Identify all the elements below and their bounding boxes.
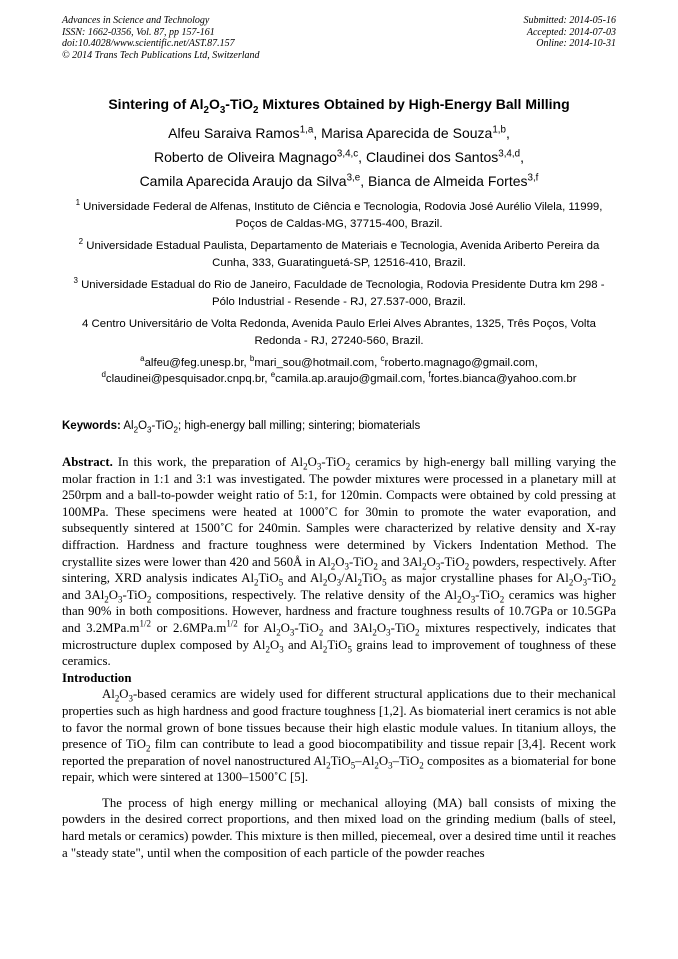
affiliation: $^3$ Universidade Estadual do Rio de Janeiro, Faculdade de Tecnologia, Rodovia Presidente Dutra km 298 - Pólo Industrial - Resende - RJ, 27.537-000, Brazil.	[73, 276, 605, 308]
email-line: $^a$alfeu@feg.unesp.br, $^b$mari_sou@hotmail.com, $^c$roberto.magnago@gmail.com,	[140, 354, 538, 369]
affiliation: 4 Centro Universitário de Volta Redonda, Avenida Paulo Erlei Alves Abrantes, 1325, Três Poços, Volta Redonda - RJ, 27240-560, Brazil.	[82, 318, 596, 347]
paper-body	[62, 454, 616, 861]
accepted-date: Accepted: 2014-07-03	[526, 26, 616, 38]
paper-title: Sintering of $Al_2O_3-TiO_2$ Mixtures Obtained by High-Energy Ball Milling	[108, 96, 570, 116]
journal-doi: doi:10.4028/www.scientific.net/AST.87.157	[62, 38, 235, 49]
front-matter	[62, 96, 616, 387]
abstract	[62, 454, 616, 670]
email-list	[62, 355, 616, 387]
online-date: Online: 2014-10-31	[536, 38, 616, 49]
submission-dates	[524, 15, 617, 50]
journal-info	[62, 15, 260, 61]
submitted-date: Submitted: 2014-05-16	[523, 15, 616, 26]
intro-paragraph: $Al_2O_3$-based ceramics are widely used for different structural applications due to their mechanical properties such as high hardness and good fracture toughness [1,2]. As biomaterial inert ceramics is not able to favor the normal grown of bone tissues because their high elastic module values. In titanium alloys, the presence of TiO$_2$ film can contribute to lead a good biocompatibility and tissue repair [3,4]. Recent work reported the preparation of novel nanostructured $Al_2TiO_5-Al_2O_3-TiO_2$ composites as a biomaterial for bone repair, which were sintered at 1300–1500˚C [5].	[62, 687, 616, 785]
email-line: $^d$claudinei@pesquisador.cnpq.br, $^e$camila.ap.araujo@gmail.com, $^f$fortes.bianca@yahoo.com.br	[101, 370, 577, 385]
affiliation: $^1$ Universidade Federal de Alfenas, Instituto de Ciência e Tecnologia, Rodovia José Aurélio Vilela, 11999, Poços de Caldas-MG, 37715-400, Brazil.	[75, 198, 603, 230]
author-line: Alfeu Saraiva Ramos$^{1,a}$, Marisa Aparecida de Souza$^{1,b}$,	[168, 124, 510, 141]
intro-paragraph: The process of high energy milling or mechanical alloying (MA) ball consists of mixing the powders in the desired correct proportions, and then mixed load on the grinding medium (balls of steel, hard metals or ceramics) powder. This mixture is then milled, piecemeal, over a desired time until it reaches a "steady state", until when the composition of each particle of the powder reaches	[62, 795, 616, 860]
journal-issn: ISSN: 1662-0356, Vol. 87, pp 157-161	[62, 26, 215, 38]
author-line: Roberto de Oliveira Magnago$^{3,4,c}$, Claudinei dos Santos$^{3,4,d}$,	[154, 148, 524, 165]
journal-name: Advances in Science and Technology	[62, 15, 210, 26]
affiliation-list	[62, 199, 616, 349]
author-line: Camila Aparecida Araujo da Silva$^{3,e}$, Bianca de Almeida Fortes$^{3,f}$	[139, 172, 539, 189]
abstract-text: In this work, the preparation of $Al_2O_3-TiO_2$ ceramics by high-energy ball milling varying the molar fraction in 1:1 and 3:1 was investigated. The powder mixtures were processed in a planetary mill at 250rpm and a ball-to-powder weight ratio of 5:1, for 120min. Compacts were obtained by cold pressing at 100MPa. These specimens were heated at 1000˚C for 30min to promote the water evaporation, and subsequently sintered at 1500˚C for 240min. Samples were characterized by relative density and X-ray diffraction. Hardness and fracture toughness were determined by Vickers Indentation Method. The crystallite sizes were lower than 420 and 560Å in $Al_2O_3-TiO_2$ and $3Al_2O_3-TiO_2$ powders, respectively. After sintering, XRD analysis indicates $Al_2TiO_5$ and $Al_2O_3/Al_2TiO_5$ as major crystalline phases for $Al_2O_3-TiO_2$ and $3Al_2O_3-TiO_2$ compositions, respectively. The relative density of the $Al_2O_3-TiO_2$ ceramics was higher than 90% in both compositions. However, hardness and fracture toughness results of 10.7GPa or 10.5GPa and $3.2MPa.m^{1/2}$ or $2.6MPa.m^{1/2}$ for $Al_2O_3-TiO_2$ and $3Al_2O_3-TiO_2$ mixtures respectively, indicates that microstructure duplex composed by $Al_2O_3$ and $Al_2TiO_5$ grains lead to improvement of toughness of these ceramics.	[62, 455, 617, 669]
keywords-label: Keywords:	[62, 420, 121, 432]
abstract-label: Abstract.	[62, 455, 113, 469]
keywords	[62, 420, 616, 435]
author-list	[62, 121, 616, 193]
affiliation: $^2$ Universidade Estadual Paulista, Departamento de Materiais e Tecnologia, Avenida Ariberto Pereira da Cunha, 333, Guaratinguetá-SP, 12516-410, Brazil.	[78, 237, 600, 269]
keywords-text: $Al_2O_3-TiO_2$; high-energy ball milling; sintering; biomaterials	[123, 420, 421, 435]
journal-copyright: © 2014 Trans Tech Publications Ltd, Switzerland	[62, 49, 260, 61]
section-heading-introduction: Introduction	[62, 670, 132, 685]
